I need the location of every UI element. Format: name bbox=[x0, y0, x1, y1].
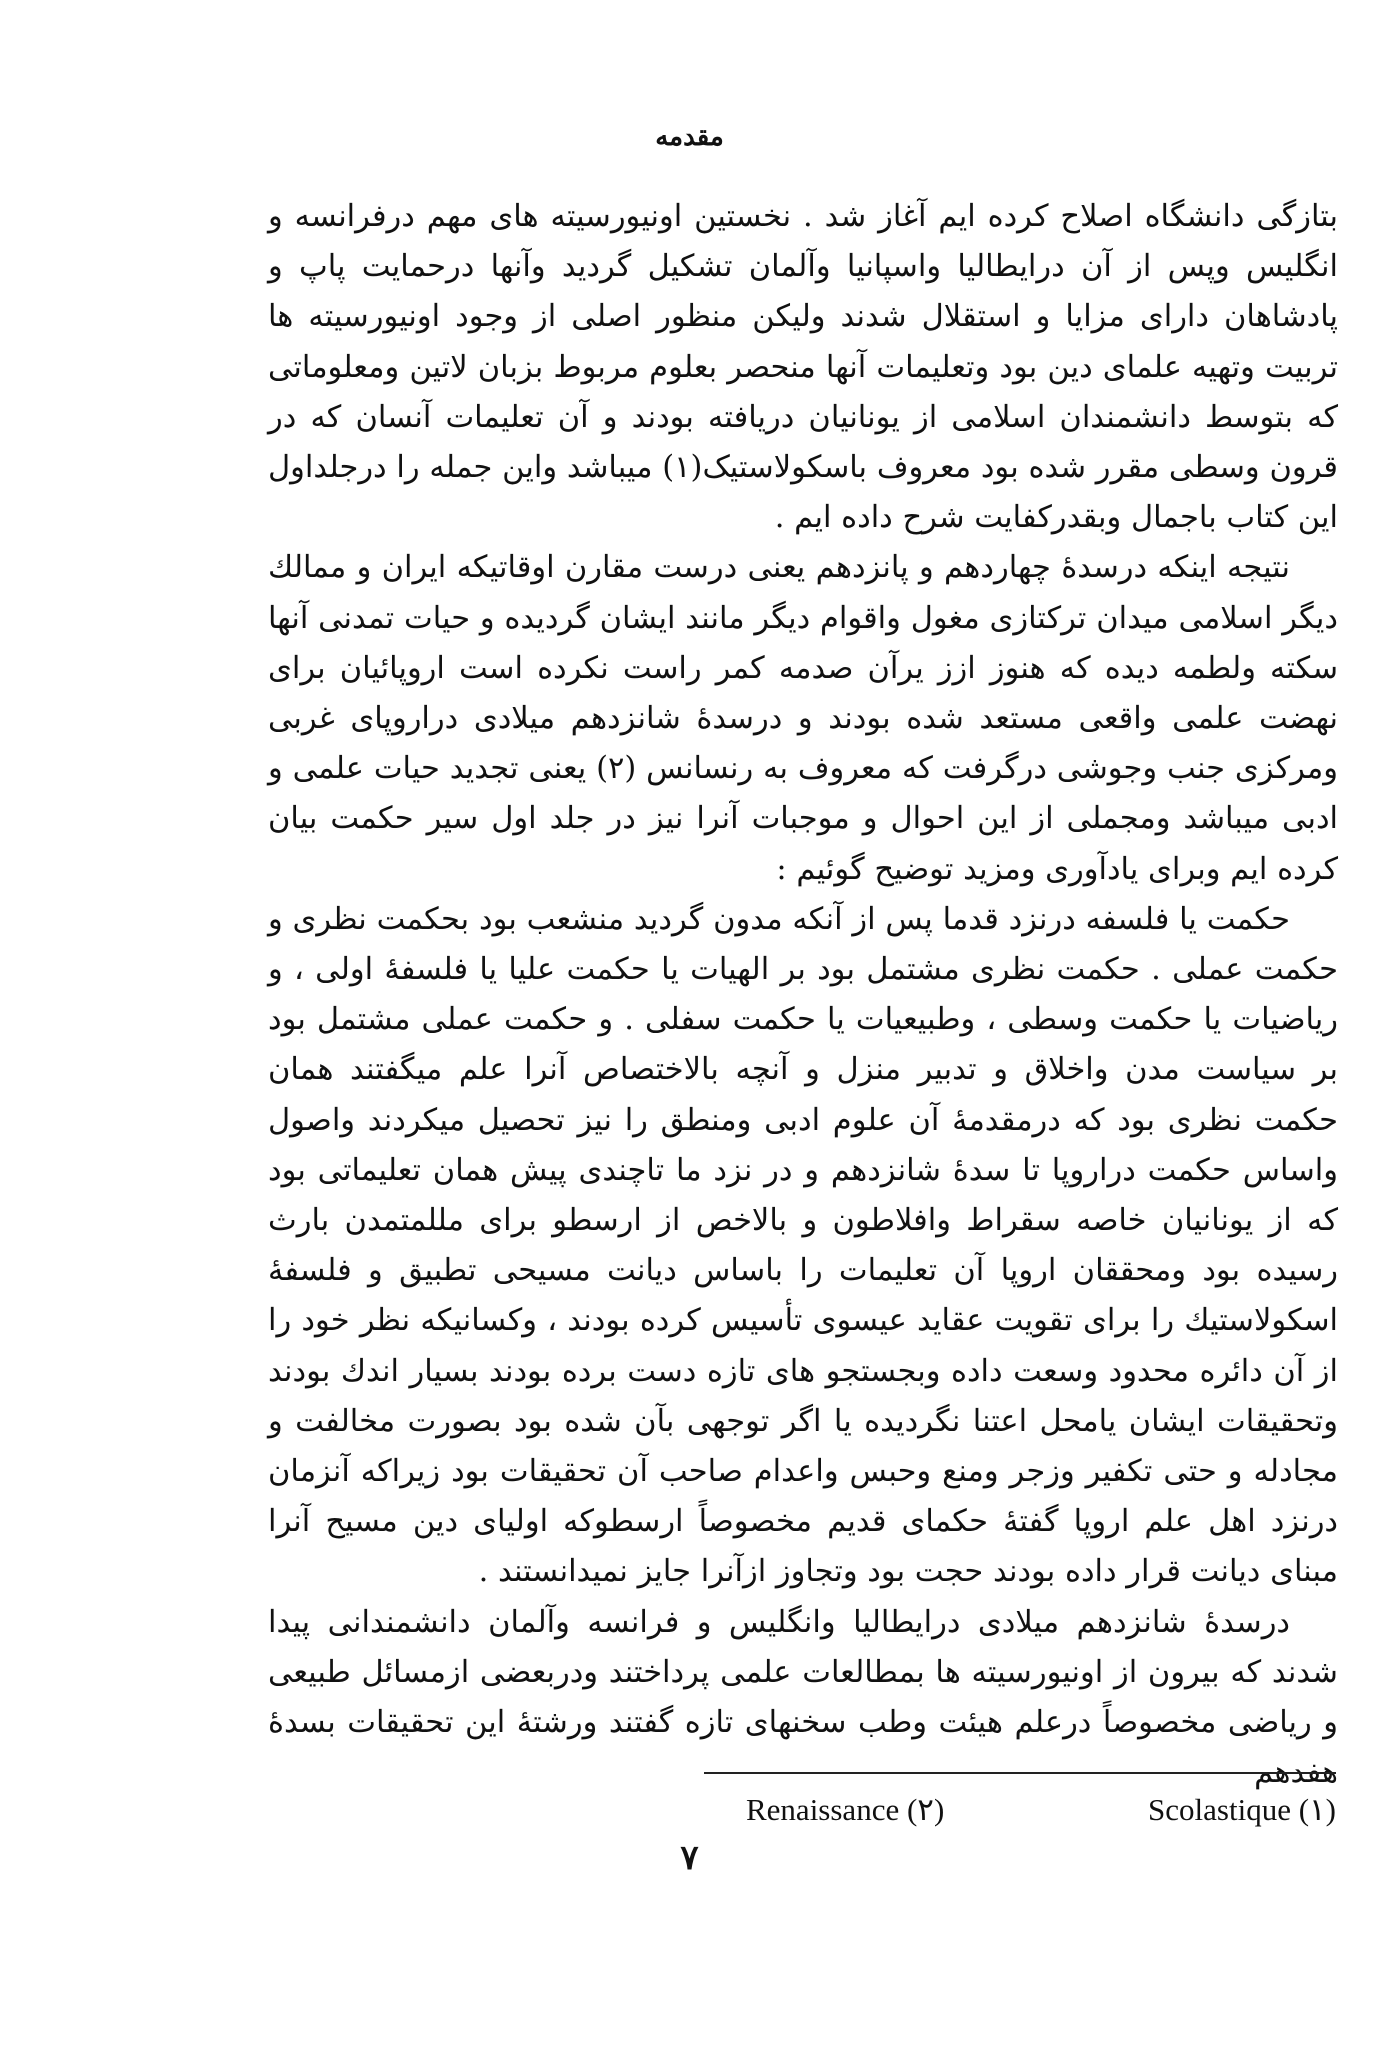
running-header: مقدمه bbox=[655, 122, 724, 152]
body-text bbox=[268, 192, 1338, 1799]
paragraph: نتیجه اینکه درسدهٔ چهاردهم و پانزدهم یعنی درست مقارن اوقاتیکه ایران و ممالك دیگر اسلامی میدان ترکتازی مغول واقوام دیگر مانند ایشان گردیده و حیات تمدنی آنها سکته ولطمه دیده که هنوز ازز یرآن صدمه کمر راست نکرده است اروپائیان برای نهضت علمی واقعی مستعد شده بودند و درسدهٔ شانزدهم میلادی دراروپای غربی ومرکزی جنب وجوشی درگرفت که معروف به رنسانس (۲) یعنی تجدید حیات علمی و ادبی میباشد ومجملی از این احوال و موجبات آنرا نیز در جلد اول سیر حکمت بیان کرده ایم وبرای یادآوری ومزید توضیح گوئیم : bbox=[268, 550, 1339, 887]
paragraph: بتازگی دانشگاه اصلاح کرده ایم آغاز شد . نخستین اونیورسیته های مهم درفرانسه و انگلیس وپس از آن درایطالیا واسپانیا وآلمان تشکیل گردید وآنها درحمایت پاپ و پادشاهان دارای مزایا و استقلال شدند ولیکن منظور اصلی از وجود اونیورسیته ها تربیت وتهیه علمای دین بود وتعلیمات آنها منحصر بعلوم مربوط بزبان لاتین ومعلوماتی که بتوسط دانشمندان اسلامی از یونانیان دریافته بودند و آن تعلیمات آنسان که در قرون وسطی مقرر شده بود معروف باسکولاستیک(۱) میباشد واین جمله را درجلداول این کتاب باجمال وبقدرکفایت شرح داده ایم . bbox=[268, 199, 1338, 536]
footnotes bbox=[746, 1788, 1336, 1832]
footnote-1: Scolastique (۱) bbox=[1148, 1792, 1336, 1827]
paragraph: حکمت یا فلسفه درنزد قدما پس از آنکه مدون گردید منشعب بود بحکمت نظری و حکمت عملی . حکمت نظری مشتمل بود بر الهیات یا حکمت علیا یا فلسفهٔ اولی ، و ریاضیات یا حکمت وسطی ، وطبیعیات یا حکمت سفلی . و حکمت عملی مشتمل بود بر سیاست مدن واخلاق و تدبیر منزل و آنچه بالاختصاص آنرا علم میگفتند همان حکمت نظری بود که درمقدمهٔ آن علوم ادبی ومنطق را نیز تحصیل میکردند واصول واساس حکمت دراروپا تا سدهٔ شانزدهم و در نزد ما تاچندی پیش همان تعلیماتی بود که از یونانیان خاصه سقراط وافلاطون و بالاخص از ارسطو برای مللمتمدن بارث رسیده بود ومحققان اروپا آن تعلیمات را باساس دیانت مسیحی تطبیق و فلسفهٔ اسکولاستیك را برای تقویت عقاید عیسوی تأسیس کرده بودند ، وکسانیکه نظر خود را از آن دائره محدود وسعت داده وبجستجو های تازه دست برده بودند بسیار اندك بودند وتحقیقات ایشان یامحل اعتنا نگردیده یا اگر توجهی بآن شده بود بصورت مخالفت و مجادله و حتی تکفیر وزجر ومنع وحبس واعدام صاحب آن تحقیقات بود زیراکه آنزمان درنزد اهل علم اروپا گفتهٔ حکمای قدیم مخصوصاً ارسطوکه اولیای دین مسیح آنرا مبنای دیانت قرار داده بودند حجت بود وتجاوز ازآنرا جایز نمیدانستند . bbox=[268, 901, 1338, 1590]
footnote-separator bbox=[704, 1772, 1336, 1774]
footnote-2: Renaissance (۲) bbox=[746, 1792, 945, 1827]
page-number: ۷ bbox=[680, 1838, 699, 1878]
paragraph: درسدهٔ شانزدهم میلادی درایطالیا وانگلیس و فرانسه وآلمان دانشمندانی پیدا شدند که بیرون از اونیورسیته ها بمطالعات علمی پرداختند ودربعضی ازمسائل طبیعی و ریاضی مخصوصاً درعلم هیئت وطب سخنهای تازه گفتند ورشتهٔ این تحقیقات بسدهٔ هفدهم bbox=[268, 1604, 1338, 1791]
